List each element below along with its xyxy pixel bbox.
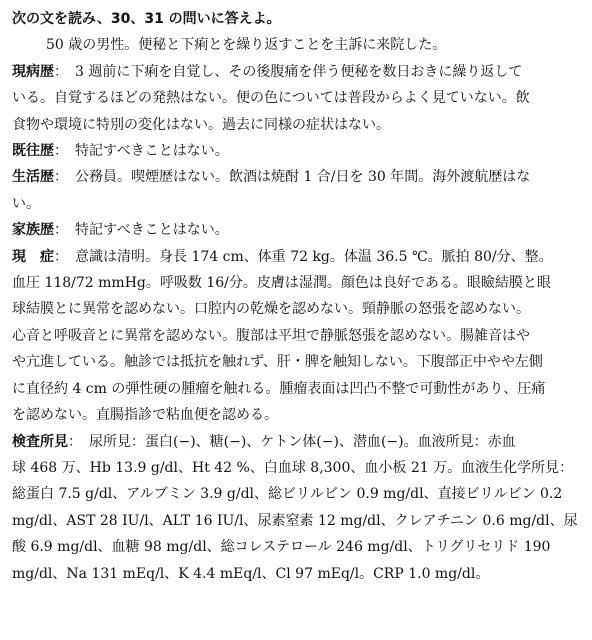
present-status-text-4: 心音と呼吸音とに異常を認めない。腹部は平坦で静脈怒張を認めない。腸雑音はや — [12, 327, 530, 344]
social-history-label: 生活歴 — [12, 169, 54, 186]
present-status-line-4 — [12, 323, 582, 349]
present-illness-text-1: ： 3 週前に下痢を自覚し、その後腹痛を伴う便秘を数日おきに繰り返して — [54, 63, 523, 80]
lab-findings-text-3: 総蛋白 7.5 g/dl、アルブミン 3.9 g/dl、総ビリルビン 0.9 mg/dl、直接ビリルビン 0.2 — [12, 486, 563, 503]
social-history-text-2: い。 — [12, 195, 40, 212]
lab-findings-text-5: 酸 6.9 mg/dl、血糖 98 mg/dl、総コレステロール 246 mg/dl、トリグリセリド 190 — [12, 539, 551, 556]
present-status-line-2 — [12, 270, 582, 296]
present-status-text-2: 血圧 118/72 mmHg。呼吸数 16/分。皮膚は湿潤。顔色は良好である。眼瞼結膜と眼 — [12, 275, 551, 292]
lab-findings-text-4: mg/dl、AST 28 IU/l、ALT 16 IU/l、尿素窒素 12 mg/dl、クレアチニン 0.6 mg/dl、尿 — [12, 512, 578, 529]
present-status-text-6: に直径約 4 cm の弾性硬の腫瘤を触れる。腫瘤表面は凹凸不整で可動性があり、圧痛 — [12, 380, 546, 397]
present-status-line-5 — [12, 349, 582, 375]
lab-findings-line-3 — [12, 481, 582, 507]
present-illness-text-2: いる。自覚するほどの発熱はない。便の色については普段からよく見ていない。飲 — [12, 90, 530, 107]
question-instruction — [12, 6, 582, 32]
present-status-line-3 — [12, 296, 582, 322]
present-illness-label: 現病歴 — [12, 63, 54, 80]
present-status-line-6 — [12, 376, 582, 402]
present-illness-line-1 — [12, 59, 582, 85]
present-status-text-5: や亢進している。触診では抵抗を触れず、肝・脾を触知しない。下腹部正中やや左側 — [12, 354, 543, 371]
present-status-line-1 — [12, 244, 582, 270]
lab-findings-line-6 — [12, 561, 582, 587]
lab-findings-line-2 — [12, 455, 582, 481]
past-history-text-1: ： 特記すべきことはない。 — [54, 143, 229, 160]
social-history-line-1 — [12, 164, 582, 190]
case-intro — [12, 32, 582, 58]
family-history-line-1 — [12, 217, 582, 243]
social-history-text-1: ： 公務員。喫煙歴はない。飲酒は焼酎 1 合/日を 30 年間。海外渡航歴はな — [54, 169, 531, 186]
past-history-line-1 — [12, 138, 582, 164]
present-status-text-7: を認めない。直腸指診で粘血便を認める。 — [12, 407, 278, 424]
present-illness-line-2 — [12, 85, 582, 111]
present-status-label: 現 症 — [12, 248, 54, 265]
present-illness-text-3: 食物や環境に特別の変化はない。過去に同様の症状はない。 — [12, 116, 390, 133]
intro-text: 50 歳の男性。便秘と下痢とを繰り返すことを主訴に来院した。 — [46, 37, 447, 54]
instruction-text: 次の文を読み、30、31 の問いに答えよ。 — [12, 11, 281, 27]
family-history-text-1: ： 特記すべきことはない。 — [54, 222, 229, 239]
lab-findings-text-6: mg/dl、Na 131 mEq/l、K 4.4 mEq/l、Cl 97 mEq/l。CRP 1.0 mg/dl。 — [12, 565, 490, 582]
lab-findings-text-1: ： 尿所見：蛋白(−)、糖(−)、ケトン体(−)、潜血(−)。血液所見：赤血 — [68, 433, 516, 450]
lab-findings-line-5 — [12, 534, 582, 560]
past-history-label: 既往歴 — [12, 143, 54, 160]
lab-findings-line-4 — [12, 508, 582, 534]
social-history-line-2 — [12, 191, 582, 217]
present-illness-line-3 — [12, 112, 582, 138]
lab-findings-text-2: 球 468 万、Hb 13.9 g/dl、Ht 42 %、白血球 8,300、血小板 21 万。血液生化学所見： — [12, 459, 574, 476]
present-status-text-3: 球結膜とに異常を認めない。口腔内の乾燥を認めない。頸静脈の怒張を認めない。 — [12, 301, 530, 318]
lab-findings-label: 検査所見 — [12, 433, 68, 450]
family-history-label: 家族歴 — [12, 222, 54, 239]
lab-findings-line-1 — [12, 429, 582, 455]
present-status-text-1: ： 意識は清明。身長 174 cm、体重 72 kg。体温 36.5 ℃。脈拍 80/分、整。 — [54, 248, 553, 265]
present-status-line-7 — [12, 402, 582, 428]
